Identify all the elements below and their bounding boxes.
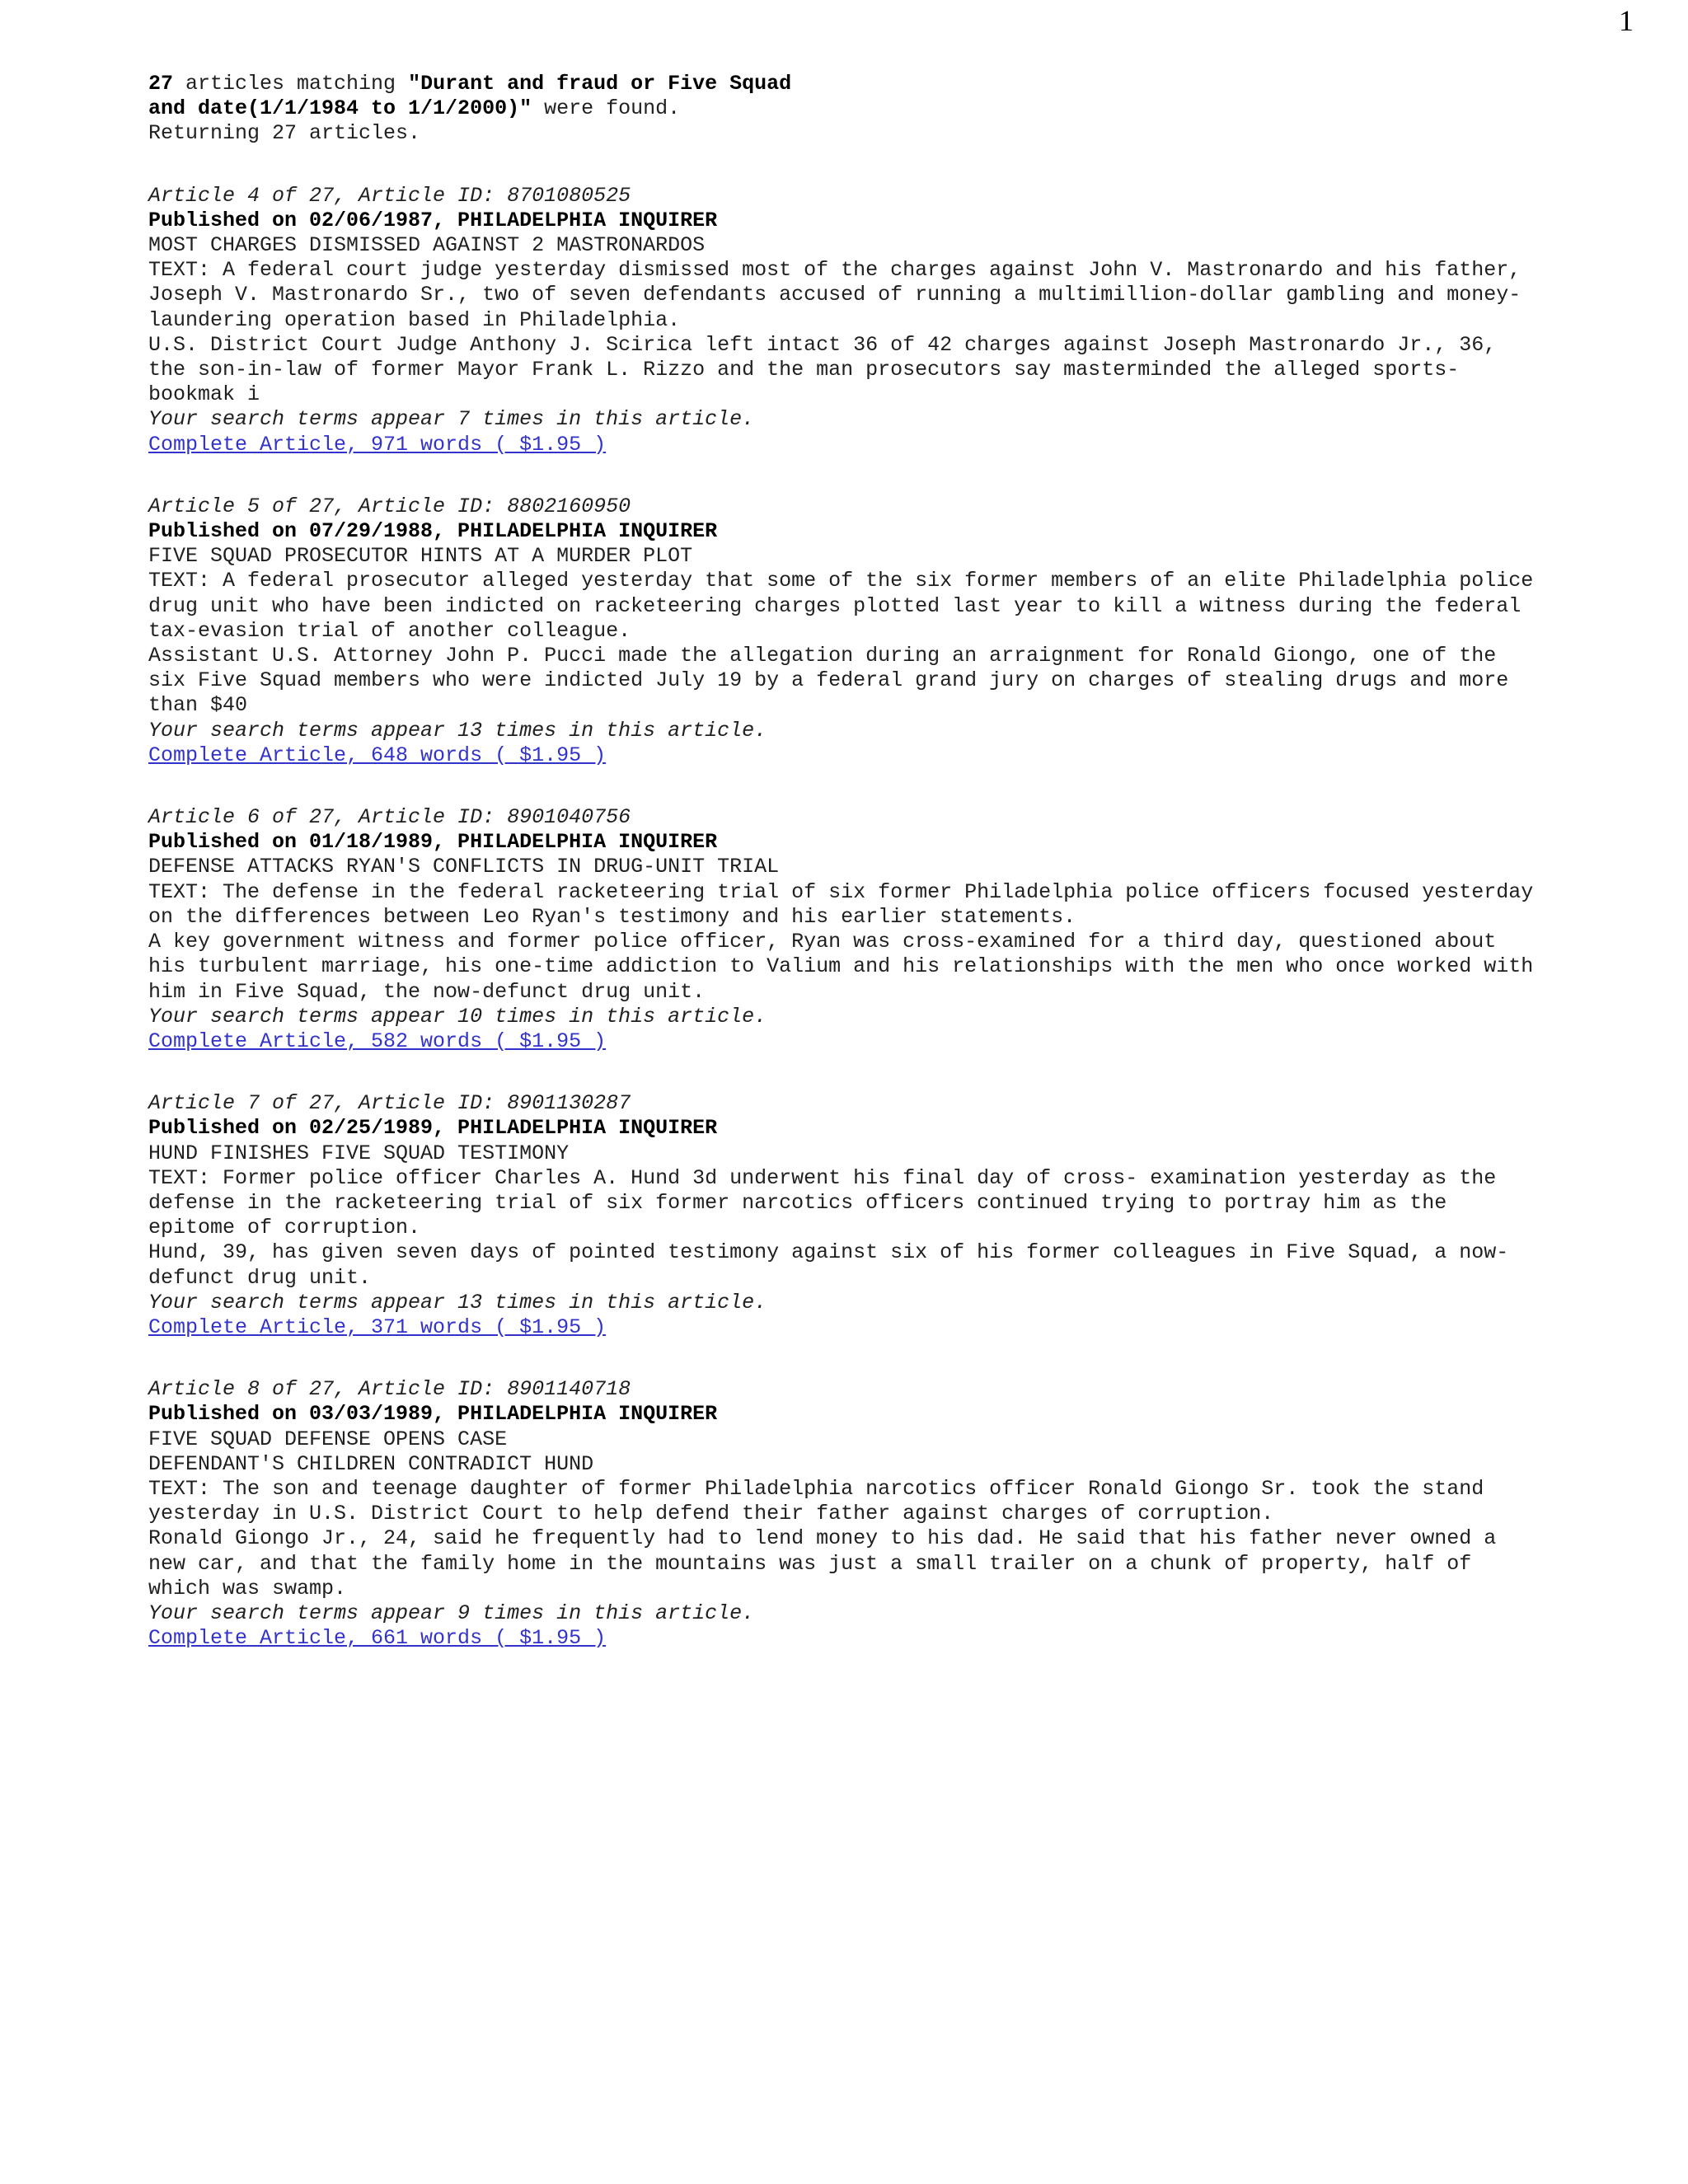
article-headline: MOST CHARGES DISMISSED AGAINST 2 MASTRONARDOS <box>148 233 706 258</box>
article-text-line: U.S. District Court Judge Anthony J. Scirica left intact 36 of 42 charges against Joseph Mastronardo Jr., 36, <box>148 332 1497 357</box>
article-text-line: his turbulent marriage, his one-time addiction to Valium and his relationships with the men who once worked with <box>148 954 1534 979</box>
search-terms-count: Your search terms appear 10 times in this article. <box>148 1004 767 1029</box>
returning-count: Returning 27 articles. <box>148 121 421 146</box>
article-text-line: than $40 <box>148 693 248 718</box>
article-link-row <box>148 1315 1657 1340</box>
article-text-line: laundering operation based in Philadelphia. <box>148 307 681 332</box>
article-text-line: yesterday in U.S. District Court to help defend their father against charges of corruption. <box>148 1502 1274 1526</box>
article-header: Article 8 of 27, Article ID: 8901140718 <box>148 1377 631 1402</box>
page-number: 1 <box>1619 4 1634 37</box>
article-list <box>148 184 1657 1652</box>
complete-article-link[interactable]: Complete Article, 582 words ( $1.95 ) <box>148 1029 607 1053</box>
article-text-line: Joseph V. Mastronardo Sr., two of seven defendants accused of running a multimillion-dollar gambling and money- <box>148 283 1522 307</box>
summary-found-text: were found. <box>532 96 681 121</box>
article-text-line: tax-evasion trial of another colleague. <box>148 618 631 643</box>
article-headline: DEFENDANT'S CHILDREN CONTRADICT HUND <box>148 1451 594 1476</box>
results-summary <box>148 72 1657 147</box>
article-item <box>148 805 1657 1054</box>
article-text-line: defense in the racketeering trial of six former narcotics officers continued trying to portray him as the <box>148 1190 1447 1215</box>
search-terms-count: Your search terms appear 13 times in this article. <box>148 1290 767 1315</box>
article-text-line: TEXT: Former police officer Charles A. Hund 3d underwent his final day of cross- examination yesterday as the <box>148 1165 1497 1190</box>
result-count: 27 <box>148 72 174 96</box>
article-header: Article 6 of 27, Article ID: 8901040756 <box>148 805 631 830</box>
article-text-line: TEXT: A federal prosecutor alleged yesterday that some of the six former members of an elite Philadelphia police <box>148 569 1534 593</box>
search-results <box>148 72 1657 1688</box>
search-query-line-2: and date(1/1/1984 to 1/1/2000)" <box>148 96 532 121</box>
article-text-line: six Five Squad members who were indicted July 19 by a federal grand jury on charges of stealing drugs and more <box>148 668 1509 693</box>
article-text-line: epitome of corruption. <box>148 1216 421 1240</box>
article-published: Published on 07/29/1988, PHILADELPHIA INQUIRER <box>148 519 718 544</box>
article-headline: HUND FINISHES FIVE SQUAD TESTIMONY <box>148 1141 570 1165</box>
article-header: Article 7 of 27, Article ID: 8901130287 <box>148 1091 631 1116</box>
article-published: Published on 01/18/1989, PHILADELPHIA INQUIRER <box>148 830 718 855</box>
article-text-line: TEXT: A federal court judge yesterday dismissed most of the charges against John V. Mastronardo and his father, <box>148 258 1522 283</box>
article-header: Article 4 of 27, Article ID: 8701080525 <box>148 183 631 208</box>
article-text-line: Ronald Giongo Jr., 24, said he frequently had to lend money to his dad. He said that his father never owned a <box>148 1526 1497 1551</box>
article-link-row <box>148 1626 1657 1651</box>
article-published: Published on 03/03/1989, PHILADELPHIA INQUIRER <box>148 1402 718 1427</box>
article-text-line: him in Five Squad, the now-defunct drug unit. <box>148 979 706 1004</box>
search-query-line-1: "Durant and fraud or Five Squad <box>408 72 792 96</box>
article-text-line: bookmak i <box>148 382 260 407</box>
article-text-line: Hund, 39, has given seven days of pointed testimony against six of his former colleagues in Five Squad, a now- <box>148 1240 1509 1265</box>
search-terms-count: Your search terms appear 13 times in this article. <box>148 718 767 743</box>
article-text-line: on the differences between Leo Ryan's testimony and his earlier statements. <box>148 904 1076 929</box>
article-text-line: TEXT: The defense in the federal racketeering trial of six former Philadelphia police officers focused yesterday <box>148 879 1534 904</box>
summary-line-1 <box>148 72 1657 96</box>
search-terms-count: Your search terms appear 9 times in this article. <box>148 1601 755 1625</box>
article-text-line: defunct drug unit. <box>148 1265 372 1290</box>
article-item <box>148 184 1657 457</box>
article-item <box>148 1091 1657 1340</box>
article-text-line: TEXT: The son and teenage daughter of former Philadelphia narcotics officer Ronald Giongo Sr. took the stand <box>148 1476 1484 1501</box>
article-item <box>148 1377 1657 1651</box>
summary-matching-text: articles matching <box>173 72 409 96</box>
complete-article-link[interactable]: Complete Article, 661 words ( $1.95 ) <box>148 1626 607 1651</box>
article-headline: FIVE SQUAD DEFENSE OPENS CASE <box>148 1427 508 1451</box>
article-headline: DEFENSE ATTACKS RYAN'S CONFLICTS IN DRUG-UNIT TRIAL <box>148 855 780 879</box>
article-text-line: new car, and that the family home in the mountains was just a small trailer on a chunk of property, half of <box>148 1551 1472 1576</box>
article-text-line: A key government witness and former police officer, Ryan was cross-examined for a third day, questioned about <box>148 930 1497 954</box>
article-published: Published on 02/06/1987, PHILADELPHIA INQUIRER <box>148 208 718 232</box>
article-headline: FIVE SQUAD PROSECUTOR HINTS AT A MURDER PLOT <box>148 544 693 569</box>
complete-article-link[interactable]: Complete Article, 648 words ( $1.95 ) <box>148 743 607 767</box>
article-text-line: which was swamp. <box>148 1576 347 1601</box>
article-published: Published on 02/25/1989, PHILADELPHIA INQUIRER <box>148 1116 718 1141</box>
article-text-line: drug unit who have been indicted on racketeering charges plotted last year to kill a witness during the federal <box>148 593 1522 618</box>
article-text-line: Assistant U.S. Attorney John P. Pucci made the allegation during an arraignment for Ronald Giongo, one of the <box>148 644 1497 668</box>
article-link-row <box>148 433 1657 457</box>
article-text-line: the son-in-law of former Mayor Frank L. Rizzo and the man prosecutors say masterminded the alleged sports- <box>148 358 1460 382</box>
article-link-row <box>148 1029 1657 1054</box>
article-header: Article 5 of 27, Article ID: 8802160950 <box>148 494 631 518</box>
complete-article-link[interactable]: Complete Article, 971 words ( $1.95 ) <box>148 432 607 457</box>
article-link-row <box>148 743 1657 768</box>
article-item <box>148 494 1657 768</box>
search-terms-count: Your search terms appear 7 times in this article. <box>148 407 755 432</box>
complete-article-link[interactable]: Complete Article, 371 words ( $1.95 ) <box>148 1315 607 1339</box>
summary-line-2 <box>148 96 1657 121</box>
